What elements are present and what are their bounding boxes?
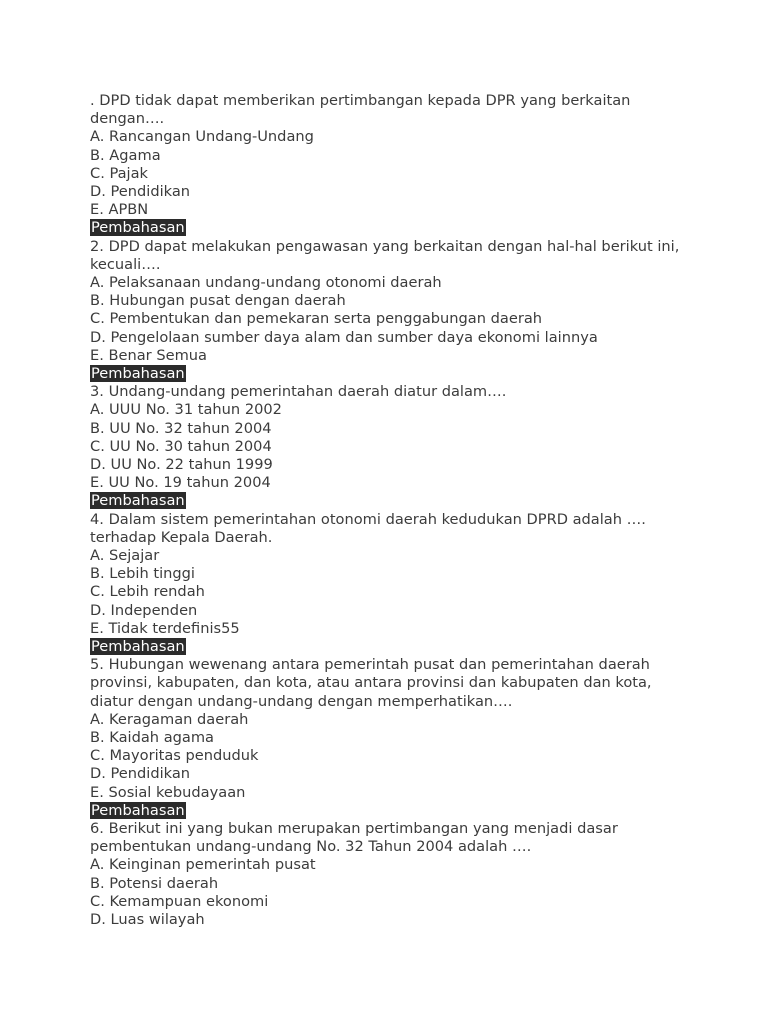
question-text: 6. Berikut ini yang bukan merupakan pertimbangan yang menjadi dasar pembentukan undang-undang No. 32 Tahun 2004 adalah …. [90,820,618,856]
answer-option: B. Kaidah agama [90,729,215,747]
question-block [90,820,690,929]
answer-option: E. APBN [90,201,149,219]
answer-option: C. Kemampuan ekonomi [90,892,269,910]
answer-option: D. Pendidikan [90,765,191,783]
answer-option: B. Potensi daerah [90,874,219,892]
pembahasan-button[interactable]: Pembahasan [91,365,185,383]
question-text: . DPD tidak dapat memberikan pertimbangan kepada DPR yang berkaitan dengan…. [90,92,631,128]
answer-option: C. Mayoritas penduduk [90,747,259,765]
pembahasan-button[interactable]: Pembahasan [91,801,185,819]
question-text: 5. Hubungan wewenang antara pemerintah pusat dan pemerintahan daerah provinsi, kabupaten, dan kota, atau antara provinsi dan kabupaten dan kota, diatur dengan undang-undang dengan memperhatikan…. [90,656,652,710]
question-text: 4. Dalam sistem pemerintahan otonomi daerah kedudukan DPRD adalah …. terhadap Kepala Daerah. [90,510,646,546]
answer-option: E. Sosial kebudayaan [90,783,246,801]
answer-option: A. Rancangan Undang-Undang [90,128,314,146]
answer-option: B. Hubungan pusat dengan daerah [90,292,346,310]
question-block [90,238,690,384]
question-block [90,511,690,657]
question-text: 3. Undang-undang pemerintahan daerah diatur dalam…. [90,383,507,401]
answer-option: D. Pengelolaan sumber daya alam dan sumber daya ekonomi lainnya [90,328,598,346]
answer-option: B. UU No. 32 tahun 2004 [90,419,272,437]
answer-option: C. UU No. 30 tahun 2004 [90,437,272,455]
answer-option: A. Keinginan pemerintah pusat [90,856,316,874]
pembahasan-button[interactable]: Pembahasan [91,219,185,237]
answer-option: E. Benar Semua [90,346,207,364]
answer-option: E. Tidak terdefinis55 [90,619,240,637]
question-block [90,92,690,238]
answer-option: D. UU No. 22 tahun 1999 [90,456,273,474]
question-block [90,383,690,510]
question-document [90,92,690,929]
answer-option: B. Agama [90,146,161,164]
answer-option: A. Keragaman daerah [90,710,249,728]
pembahasan-button[interactable]: Pembahasan [91,638,185,656]
answer-option: B. Lebih tinggi [90,565,195,583]
answer-option: D. Pendidikan [90,183,191,201]
answer-option: C. Pajak [90,164,149,182]
question-block [90,656,690,820]
answer-option: A. UUU No. 31 tahun 2002 [90,401,282,419]
answer-option: A. Sejajar [90,547,160,565]
answer-option: D. Independen [90,601,198,619]
answer-option: D. Luas wilayah [90,911,205,929]
answer-option: A. Pelaksanaan undang-undang otonomi daerah [90,274,442,292]
answer-option: E. UU No. 19 tahun 2004 [90,474,271,492]
answer-option: C. Lebih rendah [90,583,205,601]
question-text: 2. DPD dapat melakukan pengawasan yang berkaitan dengan hal-hal berikut ini, kecuali…. [90,237,680,273]
pembahasan-button[interactable]: Pembahasan [91,492,185,510]
answer-option: C. Pembentukan dan pemekaran serta penggabungan daerah [90,310,543,328]
